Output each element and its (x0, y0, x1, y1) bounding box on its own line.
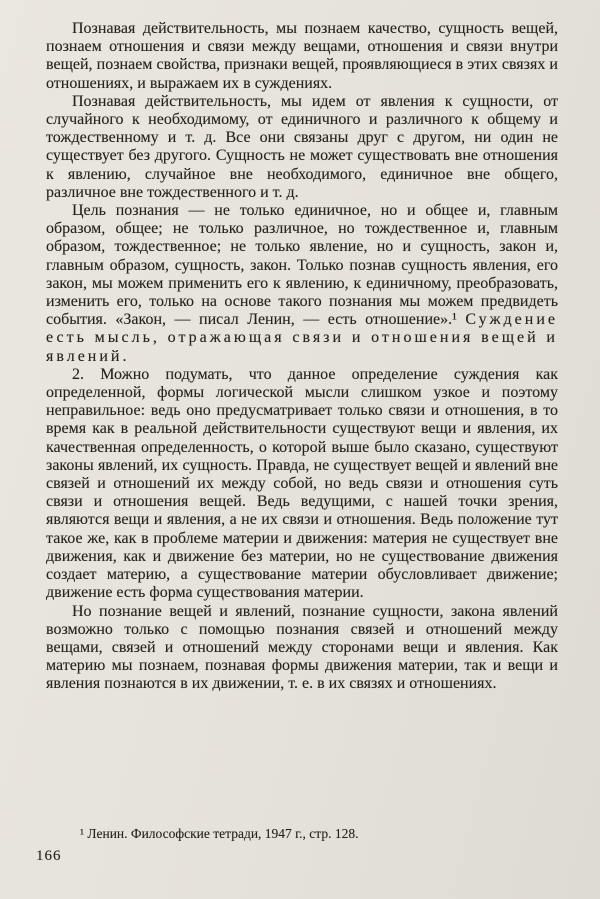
paragraph: 2. Можно подумать, что данное определение суждения как определенной, формы логической мысли слишком узкое и поэтому неправильное: ведь оно предусматривает только связи и отношения, в то время как в реальной действительности существуют вещи и явления, их качественная определенность, о которой выше было сказано, существуют законы явлений, их сущность. Правда, не существует вещей и явлений вне связей и отношений их между собой, но ведь связи и отношения суть связи и отношения вещей. Ведь ведущими, с нашей точки зрения, являются вещи и явления, а не их связи и отношения. Ведь положение тут такое же, как в проблеме материи и движения: материя не существует вне движения, как и движение без материи, но не существование движения создает материю, а существование материи обусловливает движение; движение есть форма существования материи. (46, 365, 558, 602)
paragraph (46, 202, 558, 366)
emphasized-sentence: Суждение есть мысль, отражающая связи и отношения вещей и явлений. (46, 311, 558, 365)
paragraph: Но познание вещей и явлений, познание сущности, закона явлений возможно только с помощью познания связей и отношений между вещами, связей и отношений между сторонами вещи и явления. Как материю мы познаем, познавая формы движения материи, так и вещи и явления познаются в их движении, т. е. в их связях и отношениях. (46, 602, 558, 693)
footnote: ¹ Ленин. Философские тетради, 1947 г., стр. 128. (80, 826, 359, 841)
paragraph: Познавая действительность, мы познаем качество, сущность вещей, познаем отношения и связи между вещами, отношения и связи внутри вещей, познаем свойства, признаки вещей, проявляющиеся в этих связях и отношениях, и выражаем их в суждениях. (46, 20, 558, 92)
page-number: 166 (36, 848, 62, 864)
paragraph-text: Цель познания — не только единичное, но и общее и, главным образом, общее; не только различное, но тождественное и, главным образом, тождественное; не только явление, но и сущность, закон и, главным образом, сущность, закон. Только познав сущность явления, его закон, мы можем применить его к явлению, к единичному, преобразовать, изменить его, только на основе такого познания мы можем предвидеть события. «Закон, — писал Ленин, — есть отношение».¹ (46, 202, 558, 329)
body-text (46, 20, 558, 694)
paragraph: Познавая действительность, мы идем от явления к сущности, от случайного к необходимому, от единичного и различного к общему и тождественному и т. д. Все они связаны друг с другом, ни один не существует без другого. Сущность не может существовать вне отношения к явлению, случайное вне необходимого, единичное вне общего, различное вне тождественного и т. д. (46, 92, 558, 201)
